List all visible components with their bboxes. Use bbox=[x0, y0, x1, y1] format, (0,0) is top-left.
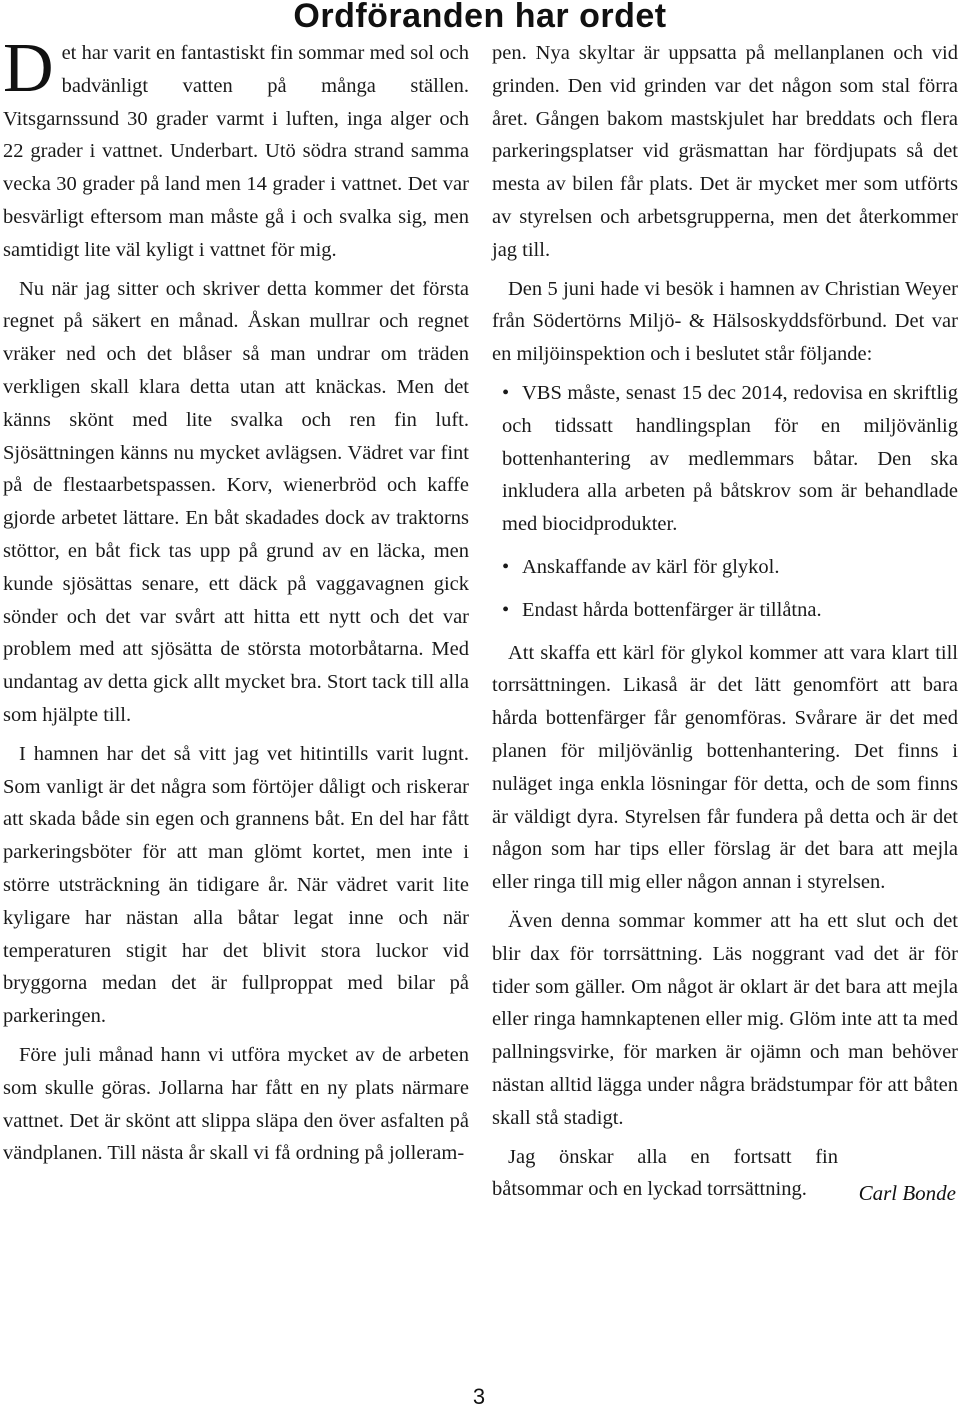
list-item-text: VBS måste, senast 15 dec 2014, redovisa en skriftlig och tidssatt handlingsplan för en miljövänlig bottenhantering av medlemmars båtar. Den ska inkludera alla arbeten på båtskrov som är behandlade med biocidprodukter. bbox=[502, 381, 958, 536]
paragraph-works-continued: pen. Nya skyltar är uppsatta på mellanplanen och vid grinden. Den vid grinden var det någon som stal förra året. Gången bakom mastskjulet har breddats och flera parkeringsplatser vid gräsmattan har fördjupats så det mesta av bilen får plats. Det är mycket mer som utförts av styrelsen och arbetsgrupperna, men det återkommer jag till. bbox=[492, 42, 958, 261]
paragraph-closing: Jag önskar alla en fortsatt fin båtsommar och en lyckad torrsättning. bbox=[492, 1145, 838, 1201]
list-item-text: Anskaffande av kärl för glykol. bbox=[522, 555, 780, 578]
list-item-text: Endast hårda bottenfärger är tillåtna. bbox=[522, 598, 822, 621]
bullet-icon: • bbox=[502, 381, 510, 404]
paragraph-haulout: Även denna sommar kommer att ha ett slut och det blir dax för torrsättning. Läs noggrant vad det är för tider som gäller. Om något är oklart är det bara att mejla eller ringa hamnkaptenen eller mig. Glöm inte att ta med pallningsvirke, för marken är ojämn och man behöver nästan alltid lägga under några brädstumpar för att båten skall stå stadigt. bbox=[492, 909, 958, 1129]
page-number: 3 bbox=[472, 1384, 486, 1409]
paragraph-glycol: Att skaffa ett kärl för glykol kommer att vara klart till torrsättningen. Likaså är det lätt genomfört att bara hårda bottenfärger får genomföras. Svårare är det med planen för miljövänlig bottenhantering. Det finns i nuläget inga enkla lösningar för detta, och de som finns är väldigt dyra. Styrelsen får fundera på detta och är det någon som har tips eller förslag är det bara att mejla eller ringa till mig eller någon annan i styrelsen. bbox=[492, 641, 958, 894]
paragraph-works: Före juli månad hann vi utföra mycket av de arbeten som skulle göras. Jollarna har fått en ny plats närmare vattnet. Det är skönt att slippa släpa den över asfalten på vändplanen. Till nästa år skall vi få ordning på jolleram- bbox=[3, 1043, 469, 1165]
paragraph-intro bbox=[3, 30, 469, 267]
page-title: Ordföranden har ordet bbox=[293, 0, 667, 35]
left-column bbox=[3, 30, 469, 1176]
bullet-icon: • bbox=[502, 598, 510, 621]
paragraph-launch: Nu när jag sitter och skriver detta kommer det första regnet på säkert en månad. Åskan mullrar och regnet vräker ned och det blåser så man undrar om träden verkligen skall klara detta utan att knäckas. Men det känns skönt med lite svalka och ren fin luft. Sjösättningen känns nu mycket avlägsen. Vädret var fint på de flestaarbetspassen. Korv, wienerbröd och kaffe gjorde arbetet lättare. En båt skadades dock av traktorns stöttor, en båt fick tas upp på grund av en läcka, men kunde sjösättas senare, ett däck på vaggavagnen gick sönder och det var svårt att hitta ett nytt och det var problem med att sjösätta de största motorbåtarna. Med undantag av detta gick allt mycket bra. Stort tack till alla som hjälpte till. bbox=[3, 277, 469, 726]
paragraph-inspection: Den 5 juni hade vi besök i hamnen av Christian Weyer från Södertörns Miljö- & Hälsoskyddsförbund. Det var en miljöinspektion och i beslutet står följande: bbox=[492, 277, 958, 366]
drop-cap: D bbox=[3, 30, 54, 107]
list-item bbox=[492, 551, 958, 584]
signature: Carl Bonde bbox=[858, 1181, 956, 1206]
paragraph-harbour: I hamnen har det så vitt jag vet hitintills varit lugnt. Som vanligt är det några som förtöjer dåligt och riskerar att skada både sin egen och grannens båt. En del har fått parkeringsböter för att man glömt kortet, men inte i större utsträckning än tidigare år. När vädret varit lite kyligare har nästan alla båtar legat inne och när temperaturen stigit har det blivit stora luckor vid bryggorna medan det är fullproppat med bilar på parkeringen. bbox=[3, 742, 469, 1028]
list-item bbox=[492, 594, 958, 627]
closing-row bbox=[492, 1141, 958, 1207]
right-column bbox=[492, 37, 958, 1212]
bullet-icon: • bbox=[502, 555, 510, 578]
paragraph-intro-text: et har varit en fantastiskt fin sommar med sol och badvänligt vatten på många ställen. Vitsgarnssund 30 grader varmt i luften, inga alger och 22 grader i vattnet. Underbart. Utö södra strand samma vecka 30 grader på land men 14 grader i vattnet. Det var besvärligt eftersom man måste gå i och svalka sig, men samtidigt lite väl kyligt i vattnet för mig. bbox=[3, 42, 469, 261]
list-item bbox=[492, 377, 958, 541]
